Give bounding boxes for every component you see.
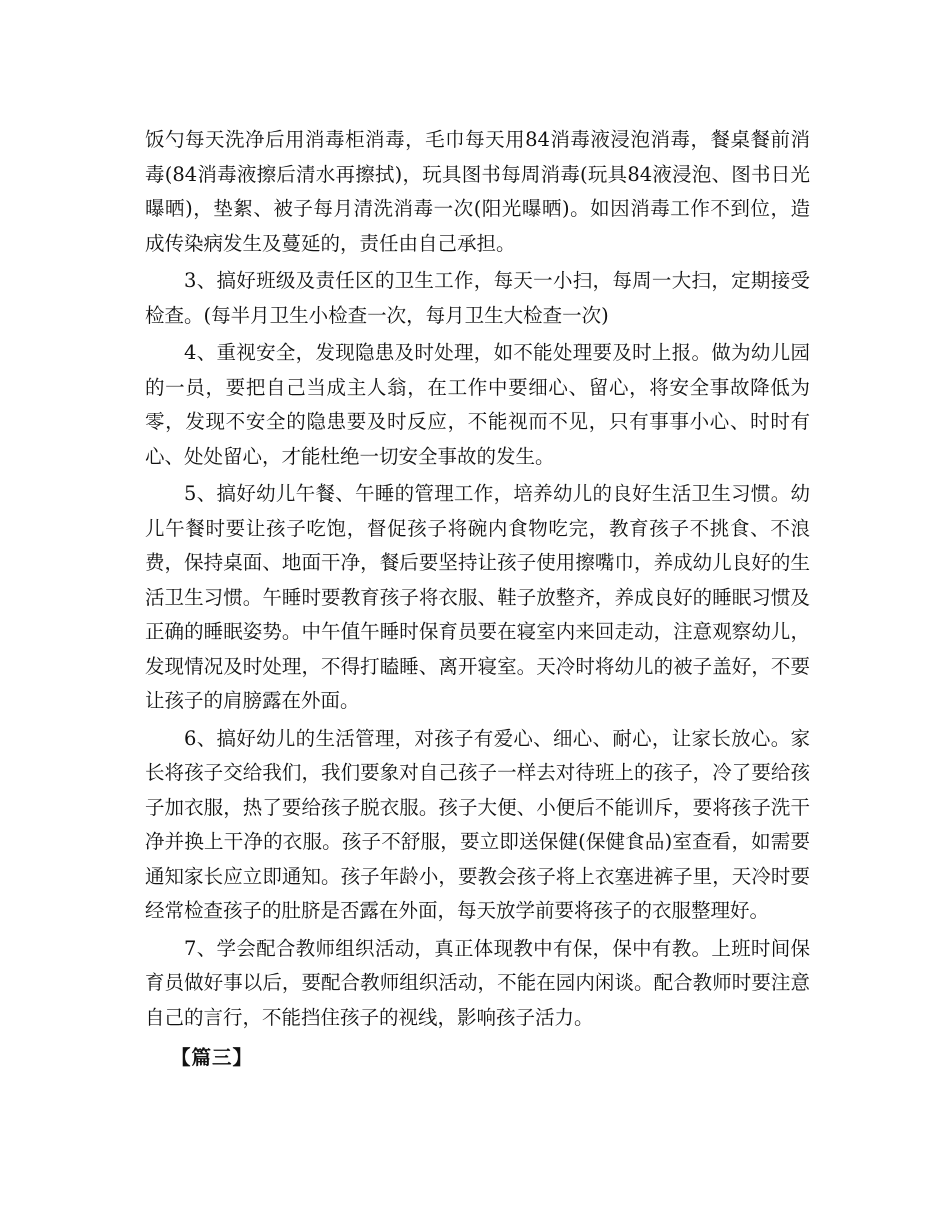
paragraph-continued: 饭勺每天洗净后用消毒柜消毒，毛巾每天用84消毒液浸泡消毒，餐桌餐前消毒(84消毒液擦后清水再擦拭)，玩具图书每周消毒(玩具84液浸泡、图书日光曝晒)，垫絮、被子每月清洗消毒一次(阳光曝晒)。如因消毒工作不到位，造成传染病发生及蔓延的，责任由自己承担。 (145, 128, 810, 255)
paragraph-item-6: 6、搞好幼儿的生活管理，对孩子有爱心、细心、耐心，让家长放心。家长将孩子交给我们，我们要象对自己孩子一样去对待班上的孩子，冷了要给孩子加衣服，热了要给孩子脱衣服。孩子大便、小便后不能训斥，要将孩子洗干净并换上干净的衣服。孩子不舒服，要立即送保健(保健食品)室查看，如需要通知家长应立即通知。孩子年龄小，要教会孩子将上衣塞进裤子里，天冷时要经常检查孩子的肚脐是否露在外面，每天放学前要将孩子的衣服整理好。 (145, 726, 810, 922)
document-body (145, 123, 810, 1076)
paragraph-item-7: 7、学会配合教师组织活动，真正体现教中有保，保中有教。上班时间保育员做好事以后，要配合教师组织活动，不能在园内闲谈。配合教师时要注意自己的言行，不能挡住孩子的视线，影响孩子活力。 (145, 936, 810, 1029)
section-heading: 【篇三】 (171, 1046, 254, 1069)
paragraph-item-4: 4、重视安全，发现隐患及时处理，如不能处理要及时上报。做为幼儿园的一员，要把自己当成主人翁，在工作中要细心、留心，将安全事故降低为零，发现不安全的隐患要及时反应，不能视而不见，只有事事小心、时时有心、处处留心，才能杜绝一切安全事故的发生。 (145, 341, 810, 468)
paragraph-item-5: 5、搞好幼儿午餐、午睡的管理工作，培养幼儿的良好生活卫生习惯。幼儿午餐时要让孩子吃饱，督促孩子将碗内食物吃完，教育孩子不挑食、不浪费，保持桌面、地面干净，餐后要坚持让孩子使用擦嘴巾，养成幼儿良好的生活卫生习惯。午睡时要教育孩子将衣服、鞋子放整齐，养成良好的睡眠习惯及正确的睡眠姿势。中午值午睡时保育员要在寝室内来回走动，注意观察幼儿，发现情况及时处理，不得打瞌睡、离开寝室。天冷时将幼儿的被子盖好，不要让孩子的肩膀露在外面。 (145, 482, 810, 712)
paragraph-item-3: 3、搞好班级及责任区的卫生工作，每天一小扫，每周一大扫，定期接受检查。(每半月卫生小检查一次，每月卫生大检查一次) (145, 269, 810, 327)
